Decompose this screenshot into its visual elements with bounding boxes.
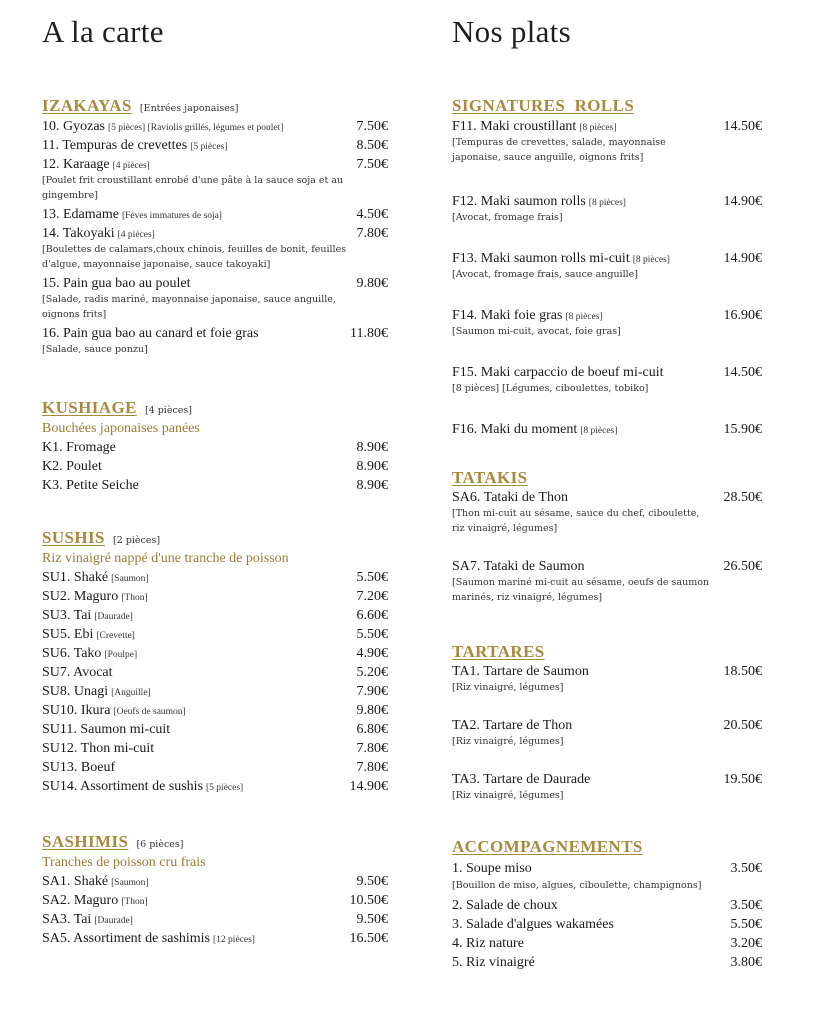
item-price: 3.80€: [730, 955, 762, 970]
item-name: TA1. Tartare de Saumon: [452, 664, 589, 679]
section-tatakis: [452, 468, 762, 611]
item-name: SU8. Unagi: [42, 684, 109, 699]
item-name: SA6. Tataki de Thon: [452, 490, 568, 505]
section-izakayas: [42, 96, 388, 362]
item-qualifier: [5 pièces]: [190, 142, 228, 152]
section-subtitle: Riz vinaigré nappé d'une tranche de poisson: [42, 551, 289, 566]
item-name: F14. Maki foie gras: [452, 308, 563, 323]
item-name: F13. Maki saumon rolls mi-cuit: [452, 251, 630, 266]
item-name: SU14. Assortiment de sushis: [42, 779, 204, 794]
section-title: ACCOMPAGNEMENTS: [452, 837, 643, 856]
item-price: 5.50€: [730, 917, 762, 932]
item-price: 4.50€: [356, 207, 388, 222]
item-price: 9.50€: [356, 874, 388, 889]
item-qualifier: [Anguille]: [111, 688, 151, 698]
right-column-title: Nos plats: [452, 14, 571, 49]
item-name: SU6. Tako: [42, 646, 102, 661]
section-sashimis: [42, 832, 388, 948]
section-title: SASHIMIS: [42, 832, 129, 851]
item-price: 5.20€: [356, 665, 388, 680]
item-price: 9.80€: [356, 276, 388, 291]
section-sushis: [42, 528, 388, 796]
item-name: SA3. Tai: [42, 912, 92, 927]
item-name: SA7. Tataki de Saumon: [452, 559, 585, 574]
menu-item: [42, 326, 388, 362]
item-name: F11. Maki croustillant: [452, 119, 577, 134]
section-note: [Entrées japonaises]: [139, 103, 239, 114]
menu-item: [452, 934, 762, 953]
item-qualifier: [4 pièces]: [117, 230, 155, 240]
section-note: [2 pièces]: [112, 535, 161, 546]
item-name: TA3. Tartare de Daurade: [452, 772, 591, 787]
item-name: 2. Salade de choux: [452, 898, 558, 913]
item-price: 7.80€: [356, 226, 388, 241]
item-price: 3.50€: [730, 861, 762, 876]
section-title: IZAKAYAS: [42, 96, 132, 115]
section-title: SUSHIS: [42, 528, 105, 547]
item-qualifier: [Oeufs de saumon]: [113, 707, 186, 717]
item-name: SU1. Shaké: [42, 570, 109, 585]
item-description: [Avocat, fromage frais]: [452, 212, 563, 223]
item-qualifier: [8 pièces]: [580, 426, 618, 436]
section-signatures-rolls: [452, 96, 762, 446]
item-name: SA1. Shaké: [42, 874, 109, 889]
item-description: [Riz vinaigré, légumes]: [452, 790, 564, 801]
item-name: 4. Riz nature: [452, 936, 524, 951]
item-price: 6.80€: [356, 722, 388, 737]
menu-item: [452, 490, 762, 559]
item-name: 3. Salade d'algues wakamées: [452, 917, 614, 932]
item-qualifier: [Poulpe]: [104, 650, 138, 660]
item-qualifier: [5 pièces]: [206, 783, 244, 793]
item-name: 14. Takoyaki: [42, 226, 115, 241]
menu-item: [42, 758, 388, 777]
item-qualifier: [8 pièces]: [565, 312, 603, 322]
item-qualifier: [Thon]: [121, 593, 148, 603]
item-qualifier: [Fèves immatures de soja]: [121, 211, 222, 221]
item-price: 4.90€: [356, 646, 388, 661]
item-qualifier: [5 pièces] [Raviolis grillés, légumes et poulet]: [108, 123, 284, 133]
item-description: [Avocat, fromage frais, sauce anguille]: [452, 269, 639, 280]
section-subtitle: Bouchées japonaises panées: [42, 421, 200, 436]
item-name: 16. Pain gua bao au canard et foie gras: [42, 326, 259, 341]
item-price: 7.80€: [356, 760, 388, 775]
item-description: [Saumon mi-cuit, avocat, foie gras]: [452, 326, 621, 337]
item-description: [Thon mi-cuit au sésame, sauce du chef, ciboulette, riz vinaigré, légumes]: [452, 508, 700, 534]
item-price: 14.90€: [349, 779, 388, 794]
menu-item: [42, 929, 388, 948]
item-name: SU3. Tai: [42, 608, 92, 623]
section-title: KUSHIAGE: [42, 398, 137, 417]
item-name: SU7. Avocat: [42, 665, 113, 680]
menu-item: [42, 663, 388, 682]
item-price: 7.20€: [356, 589, 388, 604]
item-price: 7.80€: [356, 741, 388, 756]
item-description: [Salade, sauce ponzu]: [42, 344, 148, 355]
menu-item: [452, 119, 762, 194]
menu-item: [42, 701, 388, 720]
item-name: 12. Karaage: [42, 157, 110, 172]
menu-item: [452, 664, 762, 718]
item-name: F16. Maki du moment: [452, 422, 578, 437]
menu-item: [452, 559, 762, 611]
left-column-title: A la carte: [42, 14, 164, 49]
item-name: 15. Pain gua bao au poulet: [42, 276, 191, 291]
menu-item: [42, 226, 388, 276]
item-price: 9.50€: [356, 912, 388, 927]
section-header: [42, 96, 388, 117]
section-header: [452, 96, 762, 117]
item-name: 5. Riz vinaigré: [452, 955, 535, 970]
item-price: 16.50€: [349, 931, 388, 946]
item-name: SU12. Thon mi-cuit: [42, 741, 155, 756]
item-price: 5.50€: [356, 570, 388, 585]
item-description: [Saumon mariné mi-cuit au sésame, oeufs de saumon marinés, riz vinaigré, légumes]: [452, 577, 710, 603]
menu-item: [42, 587, 388, 606]
item-qualifier: [8 pièces]: [588, 198, 626, 208]
section-title: TARTARES: [452, 642, 545, 661]
item-name: 1. Soupe miso: [452, 861, 532, 876]
item-description: [Bouillon de miso, algues, ciboulette, champignons]: [452, 880, 702, 891]
menu-item: [42, 682, 388, 701]
menu-item: [452, 915, 762, 934]
menu-item: [452, 251, 762, 308]
section-header: [42, 528, 388, 549]
menu-item: [42, 457, 388, 476]
section-subtitle: Tranches de poisson cru frais: [42, 855, 206, 870]
menu-item: [42, 777, 388, 796]
item-price: 28.50€: [723, 490, 762, 505]
item-description: [Salade, radis mariné, mayonnaise japonaise, sauce anguille, oignons frits]: [42, 294, 336, 320]
item-qualifier: [8 pièces]: [579, 123, 617, 133]
section-title: SIGNATURES ROLLS: [452, 96, 635, 115]
menu-item: [452, 365, 762, 422]
item-qualifier: [4 pièces]: [112, 161, 150, 171]
item-price: 14.50€: [723, 119, 762, 134]
item-price: 14.90€: [723, 194, 762, 209]
menu-item: [42, 872, 388, 891]
section-header: [452, 468, 762, 489]
item-price: 19.50€: [723, 772, 762, 787]
item-description: [Boulettes de calamars,choux chinois, feuilles de bonit, feuilles d'algue, mayonnaise japonaise, sauce takoyaki]: [42, 244, 347, 270]
item-description: [8 pièces] [Légumes, ciboulettes, tobiko]: [452, 383, 649, 394]
item-name: 11. Tempuras de crevettes: [42, 138, 188, 153]
menu-item: [42, 438, 388, 457]
menu-item: [42, 276, 388, 326]
section-note: [6 pièces]: [136, 839, 184, 850]
menu-item: [452, 718, 762, 772]
item-description: [Tempuras de crevettes, salade, mayonnaise japonaise, sauce anguille, oignons frits]: [452, 137, 666, 163]
item-price: 7.50€: [356, 119, 388, 134]
item-price: 3.20€: [730, 936, 762, 951]
item-price: 3.50€: [730, 898, 762, 913]
item-price: 16.90€: [723, 308, 762, 323]
item-price: 11.80€: [350, 326, 388, 341]
item-qualifier: [Daurade]: [94, 612, 133, 622]
item-price: 10.50€: [349, 893, 388, 908]
item-price: 14.90€: [723, 251, 762, 266]
item-name: K3. Petite Seiche: [42, 478, 139, 493]
item-name: K2. Poulet: [42, 459, 102, 474]
item-name: SU13. Boeuf: [42, 760, 116, 775]
section-header: [42, 832, 388, 853]
menu-item: [42, 910, 388, 929]
item-name: SU10. Ikura: [42, 703, 111, 718]
section-header: [452, 837, 762, 858]
menu-item: [42, 476, 388, 495]
item-price: 8.90€: [356, 478, 388, 493]
item-qualifier: [8 pièces]: [632, 255, 670, 265]
section-title: TATAKIS: [452, 468, 528, 487]
item-qualifier: [Saumon]: [111, 574, 149, 584]
menu-item: [42, 157, 388, 207]
menu-item: [452, 308, 762, 365]
menu-item: [452, 772, 762, 812]
item-price: 9.80€: [356, 703, 388, 718]
item-name: SU2. Maguro: [42, 589, 119, 604]
item-price: 5.50€: [356, 627, 388, 642]
item-qualifier: [Crevette]: [96, 631, 135, 641]
menu-item: [452, 859, 762, 896]
item-description: [Riz vinaigré, légumes]: [452, 736, 564, 747]
item-name: TA2. Tartare de Thon: [452, 718, 573, 733]
menu-item: [42, 568, 388, 587]
item-name: F12. Maki saumon rolls: [452, 194, 586, 209]
item-name: F15. Maki carpaccio de boeuf mi-cuit: [452, 365, 664, 380]
item-price: 15.90€: [723, 422, 762, 437]
item-qualifier: [Thon]: [121, 897, 148, 907]
item-price: 8.90€: [356, 459, 388, 474]
item-price: 14.50€: [723, 365, 762, 380]
item-name: SA5. Assortiment de sashimis: [42, 931, 211, 946]
section-note: [4 pièces]: [144, 405, 192, 416]
menu-item: [42, 138, 388, 157]
item-price: 18.50€: [723, 664, 762, 679]
item-name: K1. Fromage: [42, 440, 116, 455]
menu-item: [452, 422, 762, 446]
item-name: 13. Edamame: [42, 207, 119, 222]
item-price: 8.90€: [356, 440, 388, 455]
menu-item: [42, 207, 388, 226]
item-description: [Riz vinaigré, légumes]: [452, 682, 564, 693]
menu-item: [42, 625, 388, 644]
menu-item: [452, 896, 762, 915]
item-name: SA2. Maguro: [42, 893, 119, 908]
item-name: 10. Gyozas: [42, 119, 105, 134]
menu-item: [42, 606, 388, 625]
menu-item: [452, 194, 762, 251]
menu-item: [42, 119, 388, 138]
item-price: 20.50€: [723, 718, 762, 733]
item-price: 7.50€: [356, 157, 388, 172]
section-header: [42, 398, 388, 419]
section-accompagnements: [452, 837, 762, 972]
item-name: SU5. Ebi: [42, 627, 94, 642]
item-qualifier: [12 pièces]: [213, 935, 255, 945]
item-description: [Poulet frit croustillant enrobé d'une pâte à la sauce soja et au gingembre]: [42, 175, 344, 201]
item-qualifier: [Daurade]: [94, 916, 133, 926]
item-price: 7.90€: [356, 684, 388, 699]
menu-item: [452, 953, 762, 972]
section-tartares: [452, 642, 762, 812]
item-name: SU11. Saumon mi-cuit: [42, 722, 171, 737]
section-header: [452, 642, 762, 663]
menu-item: [42, 891, 388, 910]
item-price: 6.60€: [356, 608, 388, 623]
item-price: 8.50€: [356, 138, 388, 153]
menu-item: [42, 739, 388, 758]
item-price: 26.50€: [723, 559, 762, 574]
item-qualifier: [Saumon]: [111, 878, 149, 888]
section-kushiage: [42, 398, 388, 495]
menu-item: [42, 644, 388, 663]
menu-item: [42, 720, 388, 739]
